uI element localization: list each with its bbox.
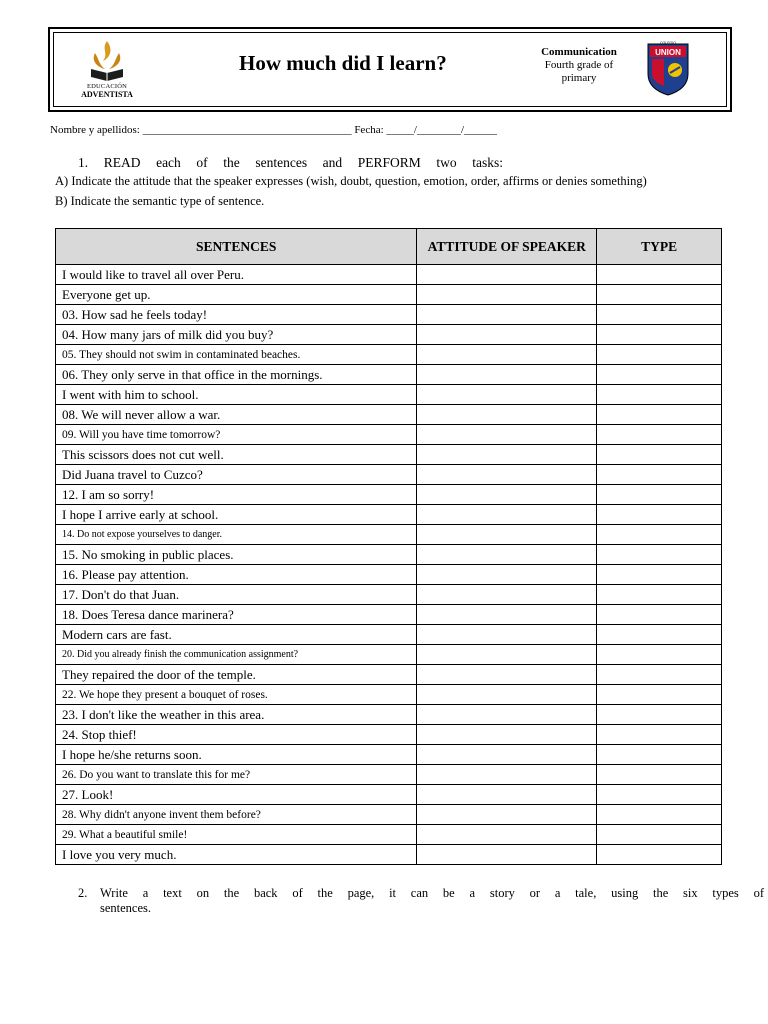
table-row bbox=[56, 405, 722, 425]
shield-icon bbox=[644, 40, 692, 96]
table-header-row bbox=[56, 229, 722, 265]
header-sentences: SENTENCES bbox=[56, 229, 417, 265]
sentence-cell: 18. Does Teresa dance marinera? bbox=[56, 605, 417, 625]
attitude-answer-cell[interactable] bbox=[417, 765, 597, 785]
attitude-answer-cell[interactable] bbox=[417, 565, 597, 585]
table-row bbox=[56, 845, 722, 865]
union-school-shield bbox=[644, 40, 692, 96]
type-answer-cell[interactable] bbox=[597, 425, 722, 445]
table-row bbox=[56, 585, 722, 605]
header-attitude: ATTITUDE OF SPEAKER bbox=[417, 229, 597, 265]
type-answer-cell[interactable] bbox=[597, 525, 722, 545]
table-row bbox=[56, 565, 722, 585]
page-title: How much did I learn? bbox=[239, 51, 447, 75]
table-row bbox=[56, 705, 722, 725]
attitude-answer-cell[interactable] bbox=[417, 425, 597, 445]
sentence-cell: 08. We will never allow a war. bbox=[56, 405, 417, 425]
table-row bbox=[56, 805, 722, 825]
attitude-answer-cell[interactable] bbox=[417, 665, 597, 685]
attitude-answer-cell[interactable] bbox=[417, 525, 597, 545]
attitude-answer-cell[interactable] bbox=[417, 365, 597, 385]
attitude-answer-cell[interactable] bbox=[417, 445, 597, 465]
sentence-cell: 16. Please pay attention. bbox=[56, 565, 417, 585]
sentence-cell: I would like to travel all over Peru. bbox=[56, 265, 417, 285]
sentence-cell: 14. Do not expose yourselves to danger. bbox=[56, 525, 417, 545]
adventist-education-logo bbox=[76, 39, 138, 105]
attitude-answer-cell[interactable] bbox=[417, 385, 597, 405]
logo-caption-top: EDUCACIÓN bbox=[86, 83, 128, 90]
table-row bbox=[56, 525, 722, 545]
attitude-answer-cell[interactable] bbox=[417, 285, 597, 305]
sentence-cell: 22. We hope they present a bouquet of roses. bbox=[56, 685, 417, 705]
type-answer-cell[interactable] bbox=[597, 305, 722, 325]
attitude-answer-cell[interactable] bbox=[417, 345, 597, 365]
sentence-cell: 03. How sad he feels today! bbox=[56, 305, 417, 325]
type-answer-cell[interactable] bbox=[597, 785, 722, 805]
type-answer-cell[interactable] bbox=[597, 505, 722, 525]
table-row bbox=[56, 385, 722, 405]
sentence-cell: 29. What a beautiful smile! bbox=[56, 825, 417, 845]
table-row bbox=[56, 785, 722, 805]
subject-block bbox=[524, 46, 634, 85]
sentence-cell: 12. I am so sorry! bbox=[56, 485, 417, 505]
sentence-cell: This scissors does not cut well. bbox=[56, 445, 417, 465]
table-row bbox=[56, 545, 722, 565]
type-answer-cell[interactable] bbox=[597, 625, 722, 645]
attitude-answer-cell[interactable] bbox=[417, 625, 597, 645]
type-answer-cell[interactable] bbox=[597, 265, 722, 285]
table-row bbox=[56, 825, 722, 845]
table-row bbox=[56, 345, 722, 365]
type-answer-cell[interactable] bbox=[597, 285, 722, 305]
type-answer-cell[interactable] bbox=[597, 645, 722, 665]
header-box bbox=[48, 27, 732, 112]
sentence-cell: I hope he/she returns soon. bbox=[56, 745, 417, 765]
table-row bbox=[56, 665, 722, 685]
shield-label: UNION bbox=[655, 48, 681, 57]
instruction-2-number: 2. bbox=[78, 886, 88, 900]
header-type: TYPE bbox=[597, 229, 722, 265]
table-row bbox=[56, 365, 722, 385]
table-row bbox=[56, 725, 722, 745]
sentence-cell: I went with him to school. bbox=[56, 385, 417, 405]
attitude-answer-cell[interactable] bbox=[417, 805, 597, 825]
name-date-line: Nombre y apellidos: ______________________________________ Fecha: _____/________/______ bbox=[50, 124, 497, 136]
attitude-answer-cell[interactable] bbox=[417, 725, 597, 745]
table-row bbox=[56, 265, 722, 285]
type-answer-cell[interactable] bbox=[597, 585, 722, 605]
attitude-answer-cell[interactable] bbox=[417, 325, 597, 345]
table-row bbox=[56, 285, 722, 305]
attitude-answer-cell[interactable] bbox=[417, 785, 597, 805]
table-row bbox=[56, 745, 722, 765]
type-answer-cell[interactable] bbox=[597, 385, 722, 405]
sentence-cell: 09. Will you have time tomorrow? bbox=[56, 425, 417, 445]
attitude-answer-cell[interactable] bbox=[417, 705, 597, 725]
sentence-cell: 20. Did you already finish the communication assignment? bbox=[56, 645, 417, 665]
grade-line-2: primary bbox=[561, 72, 597, 84]
type-answer-cell[interactable] bbox=[597, 805, 722, 825]
flame-book-icon bbox=[87, 39, 127, 83]
shield-top-label: COLEGIO bbox=[660, 41, 676, 45]
sentence-cell: 15. No smoking in public places. bbox=[56, 545, 417, 565]
attitude-answer-cell[interactable] bbox=[417, 605, 597, 625]
instruction-1: 1. READ each of the sentences and PERFORM two tasks: bbox=[78, 155, 503, 170]
type-answer-cell[interactable] bbox=[597, 705, 722, 725]
attitude-answer-cell[interactable] bbox=[417, 545, 597, 565]
sentence-cell: 17. Don't do that Juan. bbox=[56, 585, 417, 605]
type-answer-cell[interactable] bbox=[597, 325, 722, 345]
type-answer-cell[interactable] bbox=[597, 485, 722, 505]
header-inner-border bbox=[53, 32, 727, 107]
attitude-answer-cell[interactable] bbox=[417, 645, 597, 665]
sentence-cell: 05. They should not swim in contaminated beaches. bbox=[56, 345, 417, 365]
table-row bbox=[56, 325, 722, 345]
attitude-answer-cell[interactable] bbox=[417, 745, 597, 765]
table-row bbox=[56, 305, 722, 325]
sentence-cell: 28. Why didn't anyone invent them before? bbox=[56, 805, 417, 825]
sentence-cell: Modern cars are fast. bbox=[56, 625, 417, 645]
type-answer-cell[interactable] bbox=[597, 565, 722, 585]
sentence-cell: I hope I arrive early at school. bbox=[56, 505, 417, 525]
attitude-answer-cell[interactable] bbox=[417, 485, 597, 505]
instruction-task-b: B) Indicate the semantic type of sentence. bbox=[55, 194, 265, 208]
table-row bbox=[56, 465, 722, 485]
type-answer-cell[interactable] bbox=[597, 365, 722, 385]
type-answer-cell[interactable] bbox=[597, 725, 722, 745]
sentence-cell: 27. Look! bbox=[56, 785, 417, 805]
type-answer-cell[interactable] bbox=[597, 665, 722, 685]
type-answer-cell[interactable] bbox=[597, 685, 722, 705]
sentence-cell: They repaired the door of the temple. bbox=[56, 665, 417, 685]
type-answer-cell[interactable] bbox=[597, 605, 722, 625]
logo-caption-bottom: ADVENTISTA bbox=[81, 90, 133, 99]
attitude-answer-cell[interactable] bbox=[417, 305, 597, 325]
sentence-cell: 24. Stop thief! bbox=[56, 725, 417, 745]
type-answer-cell[interactable] bbox=[597, 465, 722, 485]
type-answer-cell[interactable] bbox=[597, 825, 722, 845]
table-row bbox=[56, 605, 722, 625]
type-answer-cell[interactable] bbox=[597, 745, 722, 765]
sentence-cell: I love you very much. bbox=[56, 845, 417, 865]
attitude-answer-cell[interactable] bbox=[417, 265, 597, 285]
sentence-cell: Everyone get up. bbox=[56, 285, 417, 305]
instruction-2 bbox=[78, 886, 764, 916]
table-row bbox=[56, 425, 722, 445]
attitude-answer-cell[interactable] bbox=[417, 825, 597, 845]
subject-name: Communication bbox=[541, 46, 617, 58]
sentences-table bbox=[55, 228, 722, 865]
table-row bbox=[56, 645, 722, 665]
instruction-task-a: A) Indicate the attitude that the speaker expresses (wish, doubt, question, emotion, order, affirms or denies something) bbox=[55, 174, 647, 188]
table-row bbox=[56, 625, 722, 645]
sentence-cell: 23. I don't like the weather in this area. bbox=[56, 705, 417, 725]
table-row bbox=[56, 685, 722, 705]
type-answer-cell[interactable] bbox=[597, 345, 722, 365]
type-answer-cell[interactable] bbox=[597, 765, 722, 785]
attitude-answer-cell[interactable] bbox=[417, 465, 597, 485]
attitude-answer-cell[interactable] bbox=[417, 405, 597, 425]
grade-line-1: Fourth grade of bbox=[544, 59, 614, 71]
type-answer-cell[interactable] bbox=[597, 445, 722, 465]
sentence-cell: 04. How many jars of milk did you buy? bbox=[56, 325, 417, 345]
type-answer-cell[interactable] bbox=[597, 405, 722, 425]
sentence-cell: 26. Do you want to translate this for me? bbox=[56, 765, 417, 785]
table-row bbox=[56, 445, 722, 465]
attitude-answer-cell[interactable] bbox=[417, 505, 597, 525]
table-row bbox=[56, 505, 722, 525]
instruction-2-line-1: Write a text on the back of the page, it can be a story or a tale, using the six types of bbox=[100, 886, 764, 900]
table-row bbox=[56, 485, 722, 505]
attitude-answer-cell[interactable] bbox=[417, 585, 597, 605]
sentence-cell: 06. They only serve in that office in the mornings. bbox=[56, 365, 417, 385]
attitude-answer-cell[interactable] bbox=[417, 845, 597, 865]
attitude-answer-cell[interactable] bbox=[417, 685, 597, 705]
type-answer-cell[interactable] bbox=[597, 845, 722, 865]
type-answer-cell[interactable] bbox=[597, 545, 722, 565]
table-row bbox=[56, 765, 722, 785]
instruction-2-line-2: sentences. bbox=[100, 901, 152, 915]
sentence-cell: Did Juana travel to Cuzco? bbox=[56, 465, 417, 485]
